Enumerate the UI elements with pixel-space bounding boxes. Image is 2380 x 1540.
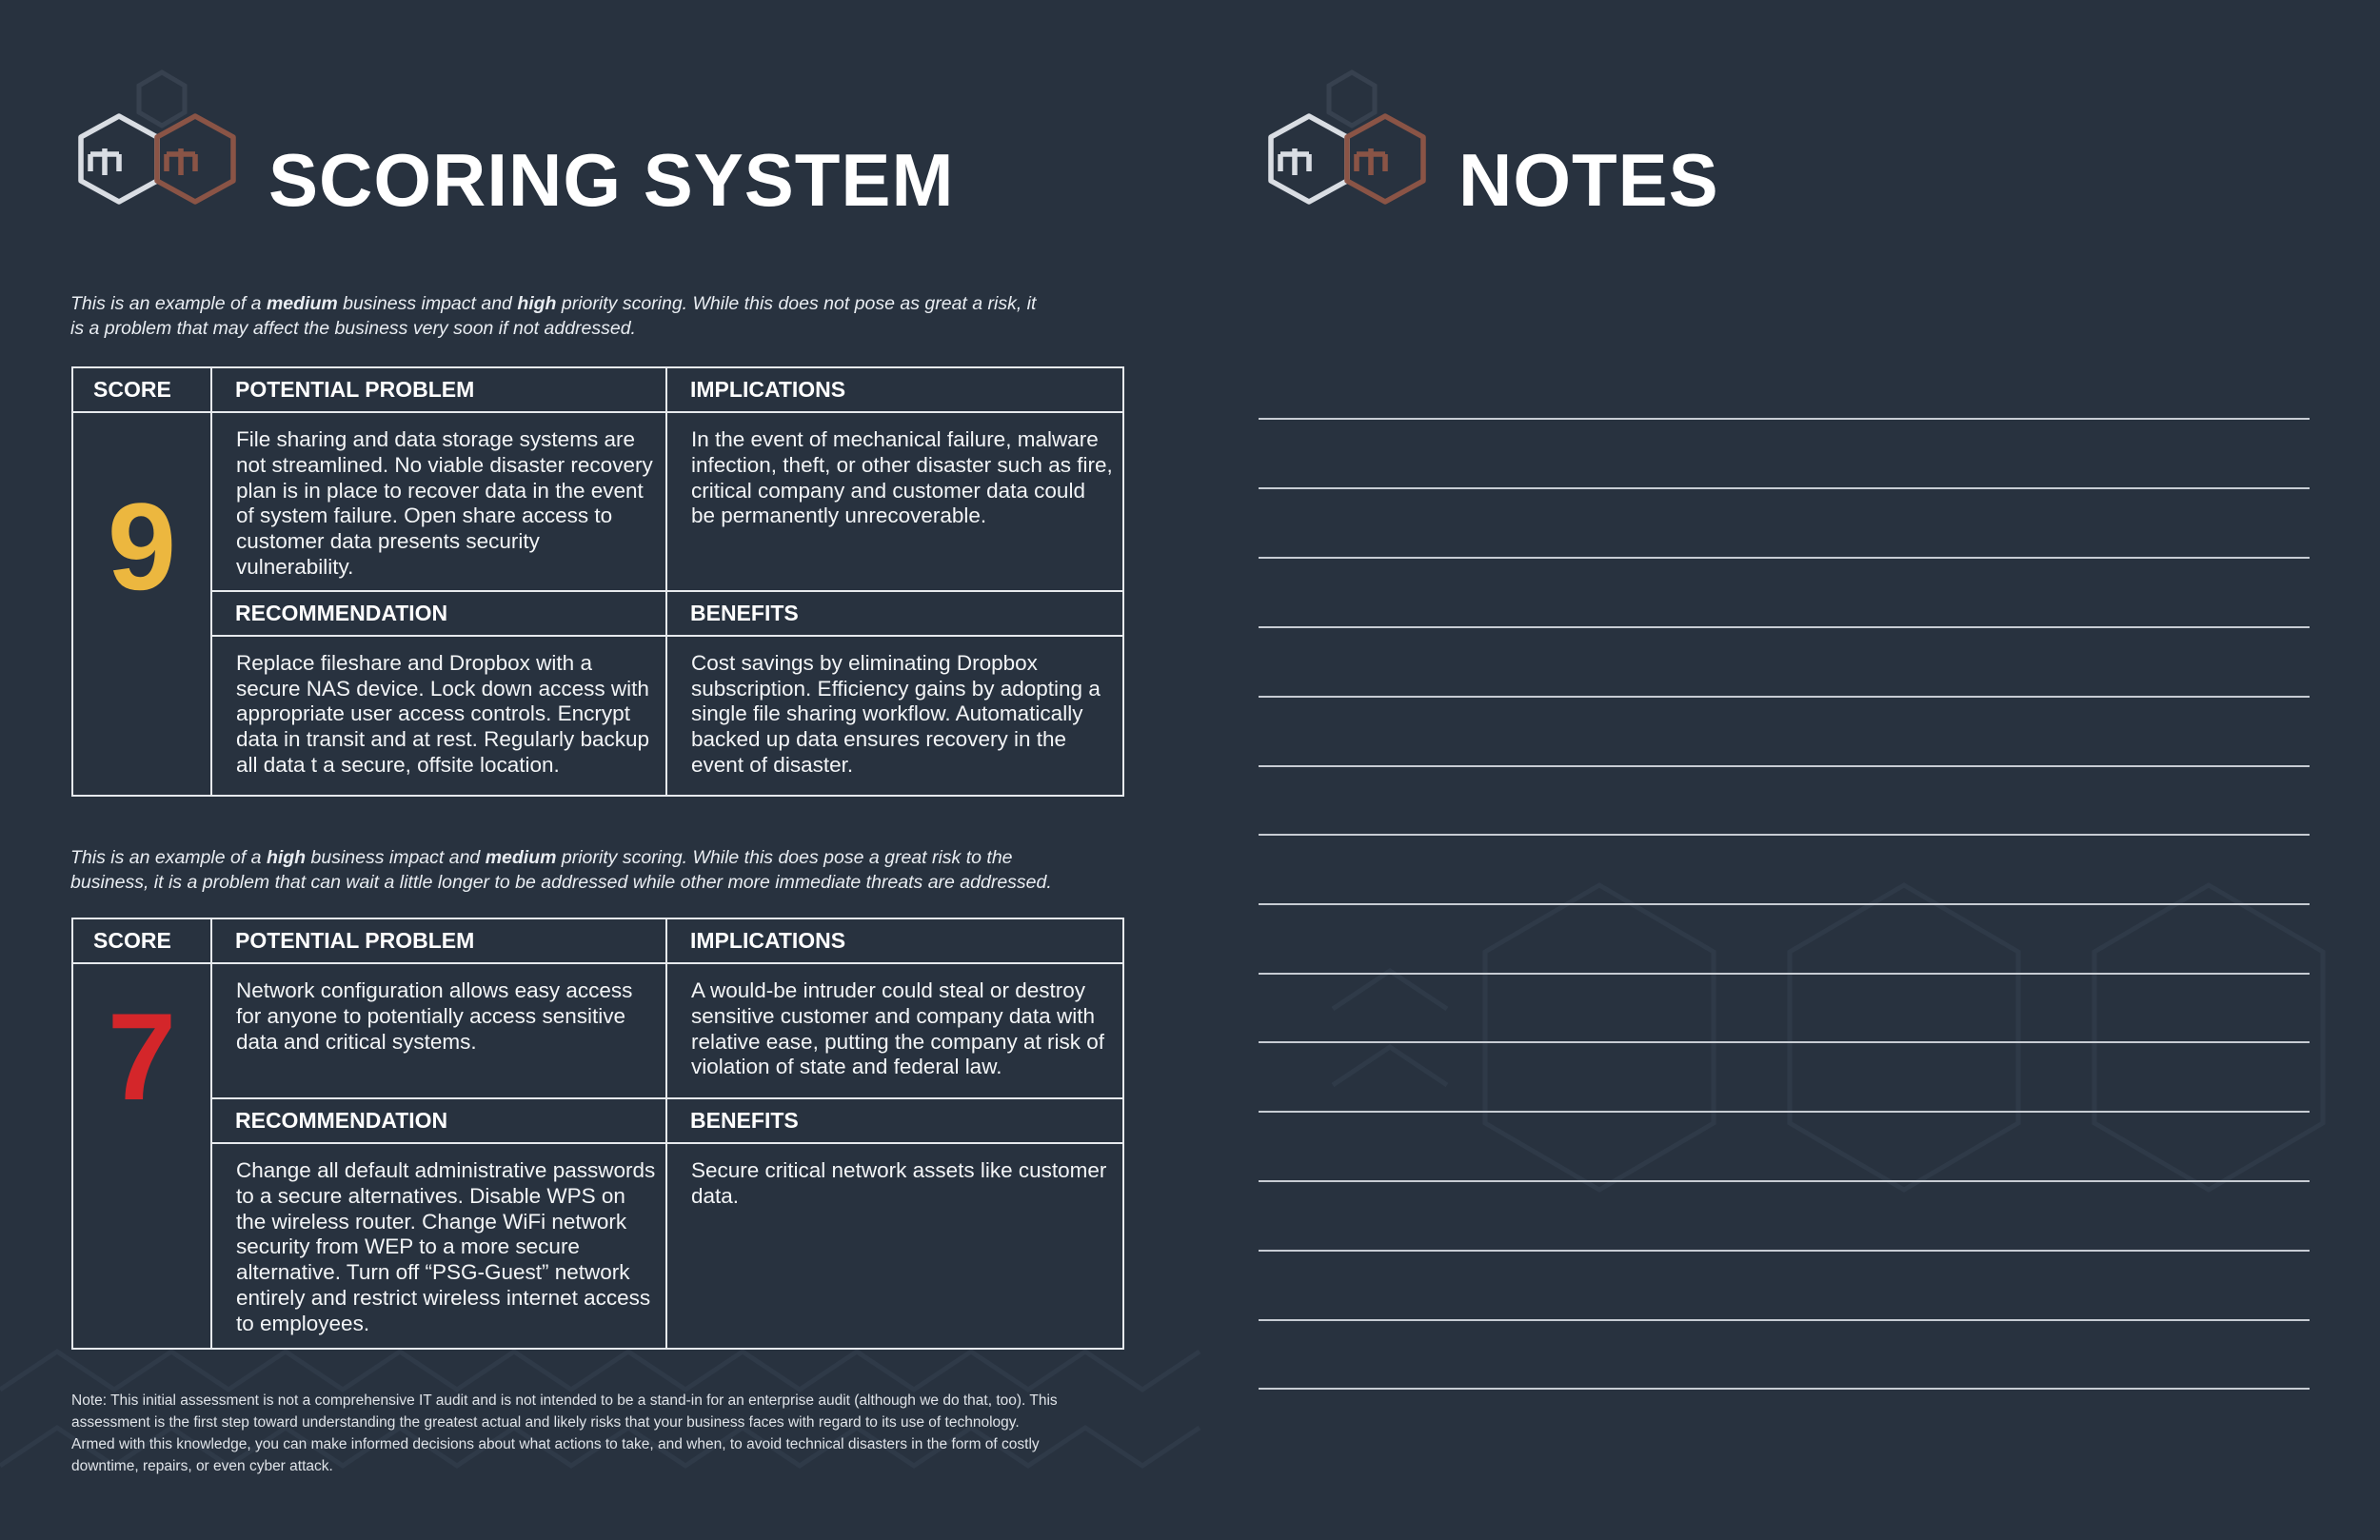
note-line	[1259, 973, 2310, 975]
score-value: 9	[107, 477, 177, 617]
note-line	[1259, 1250, 2310, 1252]
note-line	[1259, 1319, 2310, 1321]
note-line	[1259, 903, 2310, 905]
benefits-text: Cost savings by eliminating Dropbox subscription. Efficiency gains by adopting a single file sharing workflow. Automatically backed up data ensures recovery in the event of disaster.	[666, 636, 1123, 796]
problem-header: POTENTIAL PROBLEM	[211, 918, 666, 963]
problem-header: POTENTIAL PROBLEM	[211, 367, 666, 412]
score-value: 7	[107, 986, 177, 1126]
example2-intro: This is an example of a high business impact and medium priority scoring. While this does pose a great risk to the business, it is a problem that can wait a little longer to be addressed while other more immediate threats are addressed.	[70, 847, 1052, 893]
benefits-header: BENEFITS	[666, 591, 1123, 636]
note-line	[1259, 834, 2310, 836]
notes-title: NOTES	[1458, 138, 1719, 222]
score-header: SCORE	[72, 918, 211, 963]
note-line	[1259, 765, 2310, 767]
recommendation-header: RECOMMENDATION	[211, 1098, 666, 1143]
assessment-note: Note: This initial assessment is not a comprehensive IT audit and is not intended to be a stand-in for an enterprise audit (although we do that, too). This assessment is the first step toward understanding the greatest actual and likely risks that your business faces with regard to its use of technology. Armed with this knowledge, you can make informed decisions about what actions to take, and when, to avoid technical disasters in the form of costly downtime, repairs, or even cyber attack.	[71, 1392, 1058, 1474]
note-line	[1259, 626, 2310, 628]
note-line	[1259, 487, 2310, 489]
recommendation-text: Change all default administrative passwords to a secure alternatives. Disable WPS on the wireless router. Change WiFi network security from WEP to a more secure alternative. Turn off “PSG-Guest” network entirely and restrict wireless internet access to employees.	[211, 1143, 666, 1349]
note-line	[1259, 1180, 2310, 1182]
scoring-system-title: SCORING SYSTEM	[268, 138, 955, 222]
note-line	[1259, 696, 2310, 698]
score-header: SCORE	[72, 367, 211, 412]
benefits-header: BENEFITS	[666, 1098, 1123, 1143]
implications-text: In the event of mechanical failure, malware infection, theft, or other disaster such as fire, critical company and customer data could be permanently unrecoverable.	[666, 412, 1123, 591]
implications-text: A would-be intruder could steal or destroy sensitive customer and company data with relative ease, putting the company at risk of violation of state and federal law.	[666, 963, 1123, 1098]
company-logo-icon	[67, 67, 238, 209]
problem-text: File sharing and data storage systems are not streamlined. No viable disaster recovery plan is in place to recover data in the event of system failure. Open share access to customer data presents security vulnerability.	[211, 412, 666, 591]
recommendation-text: Replace fileshare and Dropbox with a secure NAS device. Lock down access with appropriate user access controls. Encrypt data in transit and at rest. Regularly backup all data t a secure, offsite location.	[211, 636, 666, 796]
recommendation-header: RECOMMENDATION	[211, 591, 666, 636]
score-table-1	[71, 366, 1124, 797]
problem-text: Network configuration allows easy access for anyone to potentially access sensitive data and critical systems.	[211, 963, 666, 1098]
note-line	[1259, 557, 2310, 559]
score-cell	[72, 963, 211, 1349]
note-line	[1259, 1388, 2310, 1390]
note-line	[1259, 418, 2310, 420]
note-line	[1259, 1041, 2310, 1043]
company-logo-icon	[1257, 67, 1428, 209]
score-table-2	[71, 918, 1124, 1350]
benefits-text: Secure critical network assets like customer data.	[666, 1143, 1123, 1349]
score-cell	[72, 412, 211, 796]
implications-header: IMPLICATIONS	[666, 367, 1123, 412]
implications-header: IMPLICATIONS	[666, 918, 1123, 963]
note-line	[1259, 1111, 2310, 1113]
example1-intro: This is an example of a medium business impact and high priority scoring. While this does not pose as great a risk, it is a problem that may affect the business very soon if not addressed.	[70, 293, 1037, 339]
